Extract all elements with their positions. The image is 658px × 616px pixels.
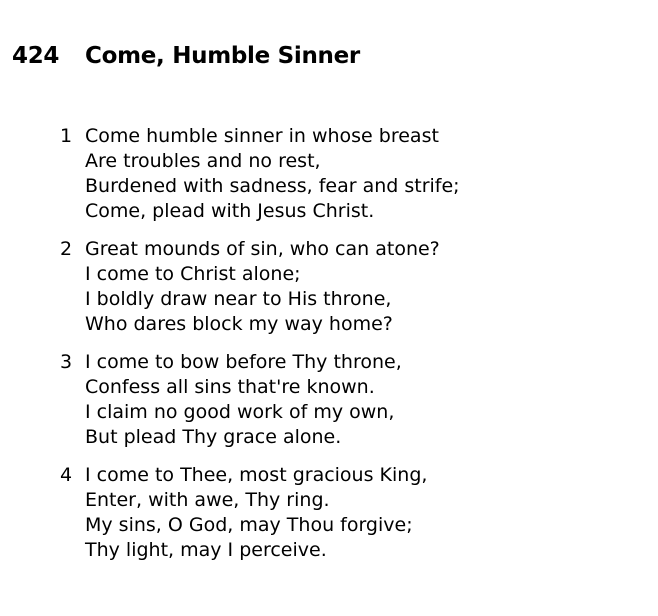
verse-line: Burdened with sadness, fear and strife;: [85, 175, 460, 197]
hymn-number: 424: [12, 43, 60, 69]
verse-line: I claim no good work of my own,: [85, 401, 395, 423]
verse-line: Are troubles and no rest,: [85, 150, 321, 172]
verse-line: Great mounds of sin, who can atone?: [85, 238, 440, 260]
verse-line: My sins, O God, may Thou forgive;: [85, 514, 413, 536]
verse-number: 3: [60, 351, 73, 373]
verse-line: But plead Thy grace alone.: [85, 426, 342, 448]
verse-lines: [85, 237, 658, 337]
verse-number: 2: [60, 238, 73, 260]
verse-line: Enter, with awe, Thy ring.: [85, 489, 330, 511]
verse-line: Thy light, may I perceive.: [85, 539, 327, 561]
verse-lines: [85, 124, 658, 224]
verse-number: 4: [60, 464, 73, 486]
verse-line: I come to Christ alone;: [85, 263, 301, 285]
verse-4: [0, 463, 658, 563]
verse-1: [0, 124, 658, 224]
verse-lines: [85, 350, 658, 450]
verse-list: [0, 124, 658, 576]
verse-lines: [85, 463, 658, 563]
verse-line: I come to Thee, most gracious King,: [85, 464, 428, 486]
hymn-header: [12, 43, 360, 69]
verse-line: Confess all sins that're known.: [85, 376, 375, 398]
hymn-title: Come, Humble Sinner: [85, 43, 360, 69]
verse-line: I boldly draw near to His throne,: [85, 288, 392, 310]
verse-line: Come humble sinner in whose breast: [85, 125, 439, 147]
verse-2: [0, 237, 658, 337]
verse-3: [0, 350, 658, 450]
verse-number: 1: [60, 125, 73, 147]
verse-line: I come to bow before Thy throne,: [85, 351, 402, 373]
verse-line: Come, plead with Jesus Christ.: [85, 200, 375, 222]
verse-line: Who dares block my way home?: [85, 313, 393, 335]
